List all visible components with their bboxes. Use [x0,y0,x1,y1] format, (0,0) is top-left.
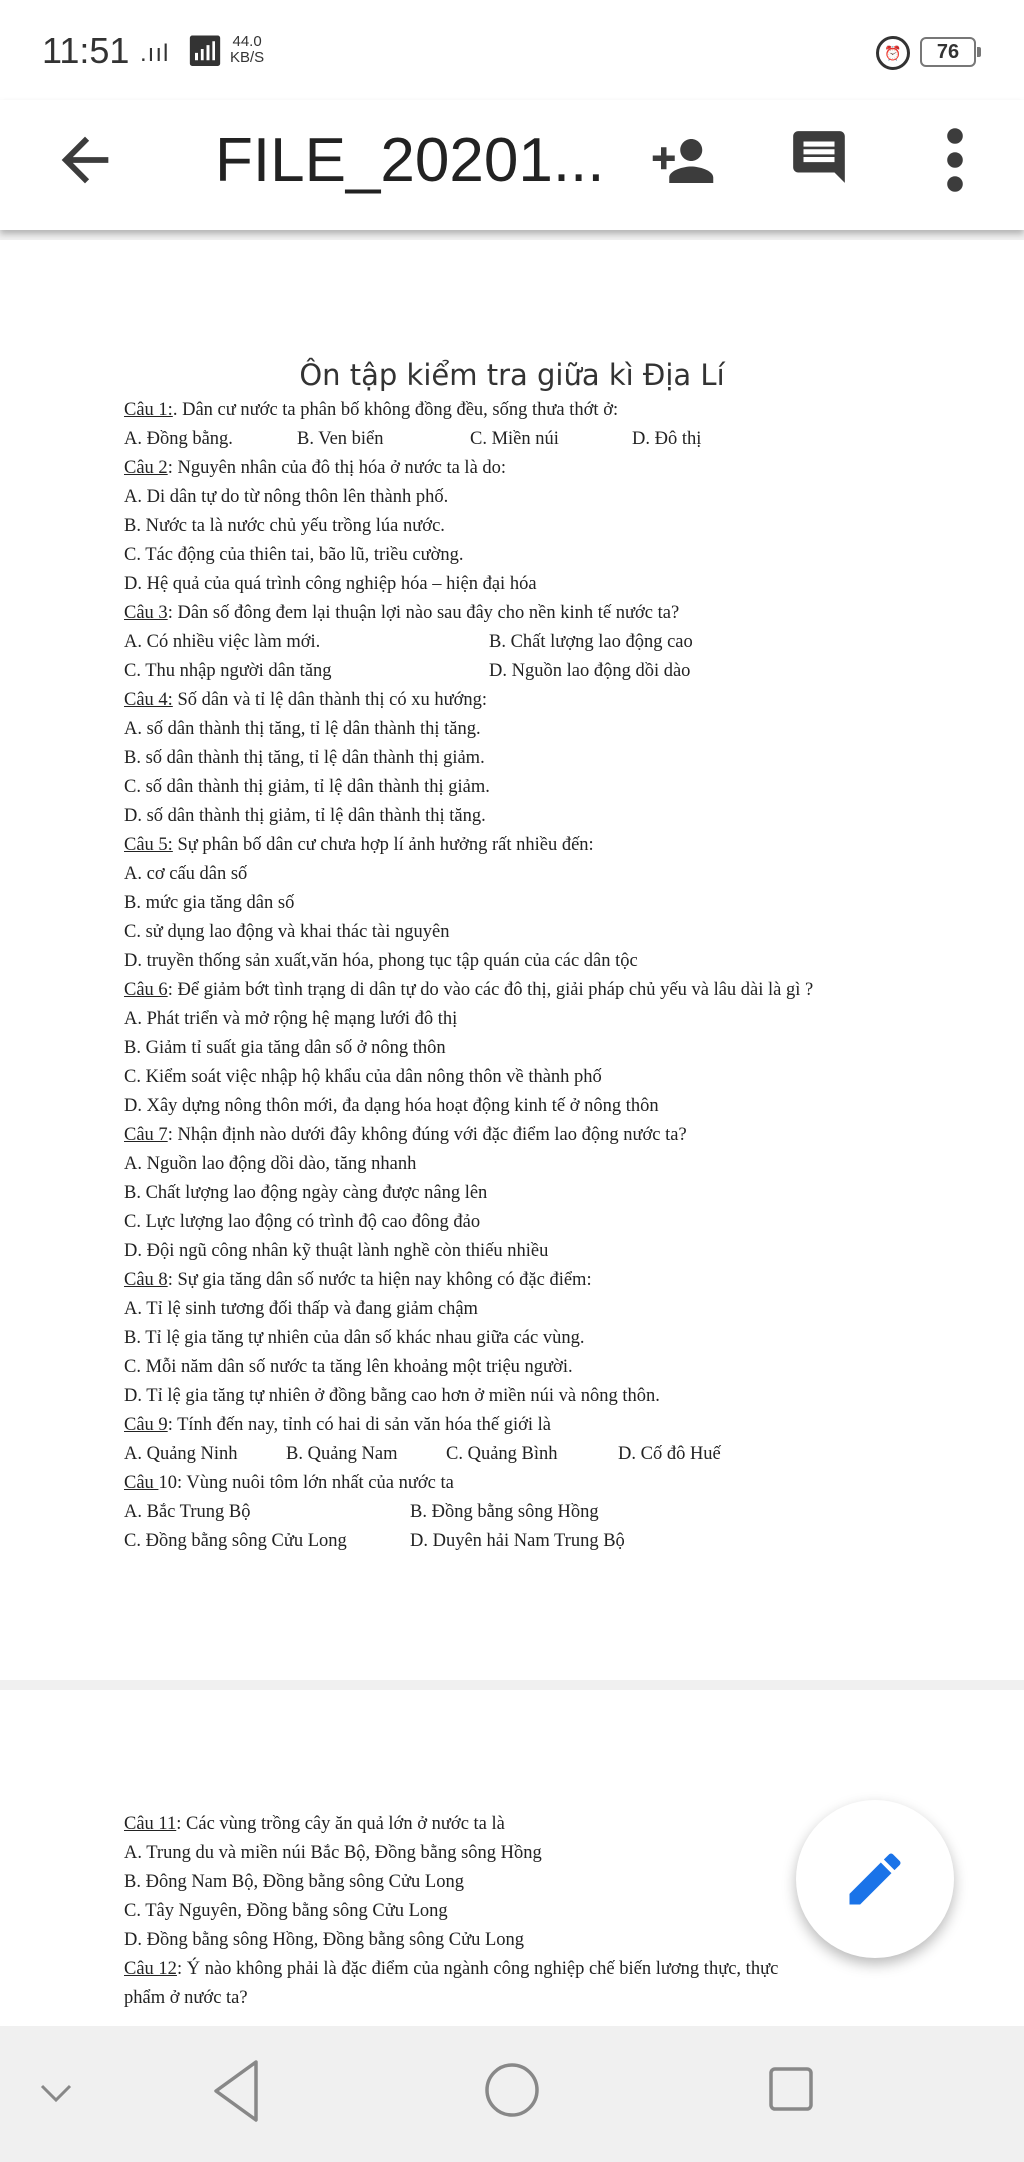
option-b: B. Đồng bằng sông Hồng [410,1502,599,1522]
option-b: B. số dân thành thị tăng, tỉ lệ dân thành thị giảm. [124,748,485,768]
option-d: D. Tỉ lệ gia tăng tự nhiên ở đồng bằng cao hơn ở miền núi và nông thôn. [124,1386,660,1406]
option-d: D. Xây dựng nông thôn mới, đa dạng hóa hoạt động kinh tế ở nông thôn [124,1096,659,1116]
question-text: : Sự gia tăng dân số nước ta hiện nay không có đặc điểm: [167,1270,592,1290]
question-label: Câu 5: [124,835,173,855]
question-2 [124,454,1004,483]
option-b: B. Chất lượng lao động ngày càng được nâng lên [124,1183,488,1203]
question-text-continued: phẩm ở nước ta? [124,1988,248,2008]
question-1 [124,396,1004,425]
question-text: : Các vùng trồng cây ăn quả lớn ở nước ta là [176,1814,505,1834]
option-d: D. Đội ngũ công nhân kỹ thuật lành nghề còn thiếu nhiều [124,1241,549,1261]
answer-row [124,1498,1004,1527]
answer-row [124,425,1004,454]
question-text: 10: Vùng nuôi tôm lớn nhất của nước ta [158,1473,454,1493]
question-label: Câu 7 [124,1125,168,1145]
option-a: A. cơ cấu dân số [124,864,248,884]
question-text: : Ý nào không phải là đặc điểm của ngành công nghiệp chế biến lương thực, thực [176,1959,779,1979]
question-label: Câu 12 [124,1959,177,1979]
option-b: B. Ven biển [297,429,384,449]
option-c: C. Quảng Bình [446,1444,558,1464]
question-9 [124,1411,1004,1440]
question-text: : Nguyên nhân của đô thị hóa ở nước ta là do: [167,458,507,478]
option-d: D. truyền thống sản xuất,văn hóa, phong tục tập quán của các dân tộc [124,951,638,971]
question-text: : Dân số đông đem lại thuận lợi nào sau đây cho nền kinh tế nước ta? [167,603,680,623]
option-a: A. Quảng Ninh [124,1444,238,1464]
add-person-icon[interactable] [650,128,716,194]
option-b: B. Giảm tỉ suất gia tăng dân số ở nông thôn [124,1038,446,1058]
signal-icon: .ııl [140,40,170,67]
option-c: C. số dân thành thị giảm, tỉ lệ dân thành thị giảm. [124,777,490,797]
edit-fab-button[interactable] [796,1800,954,1958]
option-b: B. Đông Nam Bộ, Đồng bằng sông Cửu Long [124,1872,464,1892]
chevron-down-icon[interactable] [36,2072,76,2112]
question-label: Câu 2 [124,458,168,478]
question-3 [124,599,1004,628]
option-a: A. Có nhiều việc làm mới. [124,632,321,652]
option-c: C. Tây Nguyên, Đồng bằng sông Cửu Long [124,1901,448,1921]
nav-recents-icon[interactable] [768,2066,814,2112]
network-speed [230,34,264,66]
wifi-icon: 📶︎ [186,35,225,68]
option-d: D. số dân thành thị giảm, tỉ lệ dân thành thị tăng. [124,806,486,826]
question-5 [124,831,1004,860]
question-7 [124,1121,1004,1150]
option-a: A. Di dân tự do từ nông thôn lên thành phố. [124,487,449,507]
nav-back-icon[interactable] [210,2056,262,2126]
document-page-1[interactable] [0,240,1024,1680]
option-a: A. Phát triển và mở rộng hệ mạng lưới đô thị [124,1009,458,1029]
option-d: D. Duyên hải Nam Trung Bộ [410,1531,625,1551]
question-label: Câu 8 [124,1270,168,1290]
option-b: B. mức gia tăng dân số [124,893,295,913]
question-8 [124,1266,1004,1295]
option-b: B. Nước ta là nước chủ yếu trồng lúa nước. [124,516,445,536]
status-time: 11:51 [42,30,130,71]
option-c: C. Lực lượng lao động có trình độ cao đông đảo [124,1212,481,1232]
option-a: A. Tỉ lệ sinh tương đối thấp và đang giảm chậm [124,1299,478,1319]
status-bar [0,0,1024,100]
option-c: C. sử dụng lao động và khai thác tài nguyên [124,922,450,942]
option-c: C. Mỗi năm dân số nước ta tăng lên khoảng một triệu người. [124,1357,573,1377]
answer-row [124,657,1004,686]
option-c: C. Đồng bằng sông Cửu Long [124,1531,347,1551]
alarm-icon: ⏰ [876,36,910,70]
option-b: B. Chất lượng lao động cao [489,632,693,652]
question-list [124,396,1004,1556]
option-b: B. Quảng Nam [286,1444,398,1464]
option-a: A. Đồng bằng. [124,429,233,449]
option-c: C. Tác động của thiên tai, bão lũ, triều cường. [124,545,464,565]
question-label: Câu 11 [124,1814,177,1834]
question-text: Số dân và tỉ lệ dân thành thị có xu hướng: [172,690,488,710]
nav-home-icon[interactable] [484,2062,540,2118]
network-speed-value: 44.0 [232,33,262,50]
option-c: C. Kiểm soát việc nhập hộ khẩu của dân nông thôn về thành phố [124,1067,602,1087]
answer-row [124,1527,1004,1556]
option-d: D. Đô thị [632,429,702,449]
question-label: Câu [124,1473,159,1493]
question-4 [124,686,1004,715]
option-a: A. Nguồn lao động dồi dào, tăng nhanh [124,1154,417,1174]
question-label: Câu 6 [124,980,168,1000]
doc-heading: Ôn tập kiểm tra giữa kì Địa Lí [299,358,725,392]
answer-row [124,628,1004,657]
system-nav-bar [0,2026,1024,2162]
question-12 [124,1955,1004,1984]
more-vert-icon[interactable] [940,124,970,196]
back-arrow-icon[interactable] [50,125,120,195]
question-6 [124,976,1004,1005]
option-c: C. Miền núi [470,429,559,449]
edit-pencil-icon [841,1845,909,1913]
question-text: : Để giảm bớt tình trạng di dân tự do vào các đô thị, giải pháp chủ yếu và lâu dài là gì ? [167,980,814,1000]
option-a: A. số dân thành thị tăng, tỉ lệ dân thành thị tăng. [124,719,481,739]
option-d: D. Hệ quả của quá trình công nghiệp hóa – hiện đại hóa [124,574,537,594]
question-label: Câu 4: [124,690,173,710]
comment-icon[interactable] [788,124,850,190]
document-title: FILE_20201... [215,126,605,195]
option-a: A. Trung du và miền núi Bắc Bộ, Đồng bằng sông Hồng [124,1843,542,1863]
option-d: D. Cố đô Huế [618,1444,721,1464]
question-text: : Tính đến nay, tỉnh có hai di sản văn hóa thế giới là [167,1415,551,1435]
question-text: . Dân cư nước ta phân bố không đồng đều, sống thưa thớt ở: [172,400,619,420]
option-d: D. Nguồn lao động dồi dào [489,661,691,681]
option-d: D. Đồng bằng sông Hồng, Đồng bằng sông Cửu Long [124,1930,525,1950]
answer-row [124,1440,1004,1469]
question-label: Câu 9 [124,1415,168,1435]
question-label: Câu 3 [124,603,168,623]
question-text: : Nhận định nào dưới đây không đúng với đặc điểm lao động nước ta? [167,1125,687,1145]
app-bar [0,100,1024,230]
option-c: C. Thu nhập người dân tăng [124,661,332,681]
network-speed-unit: KB/S [230,49,265,66]
battery-indicator: 76 [920,37,976,67]
question-10 [124,1469,1004,1498]
option-b: B. Tỉ lệ gia tăng tự nhiên của dân số khác nhau giữa các vùng. [124,1328,585,1348]
question-label: Câu 1: [124,400,173,420]
option-a: A. Bắc Trung Bộ [124,1502,251,1522]
question-text: Sự phân bố dân cư chưa hợp lí ảnh hưởng rất nhiều đến: [172,835,594,855]
